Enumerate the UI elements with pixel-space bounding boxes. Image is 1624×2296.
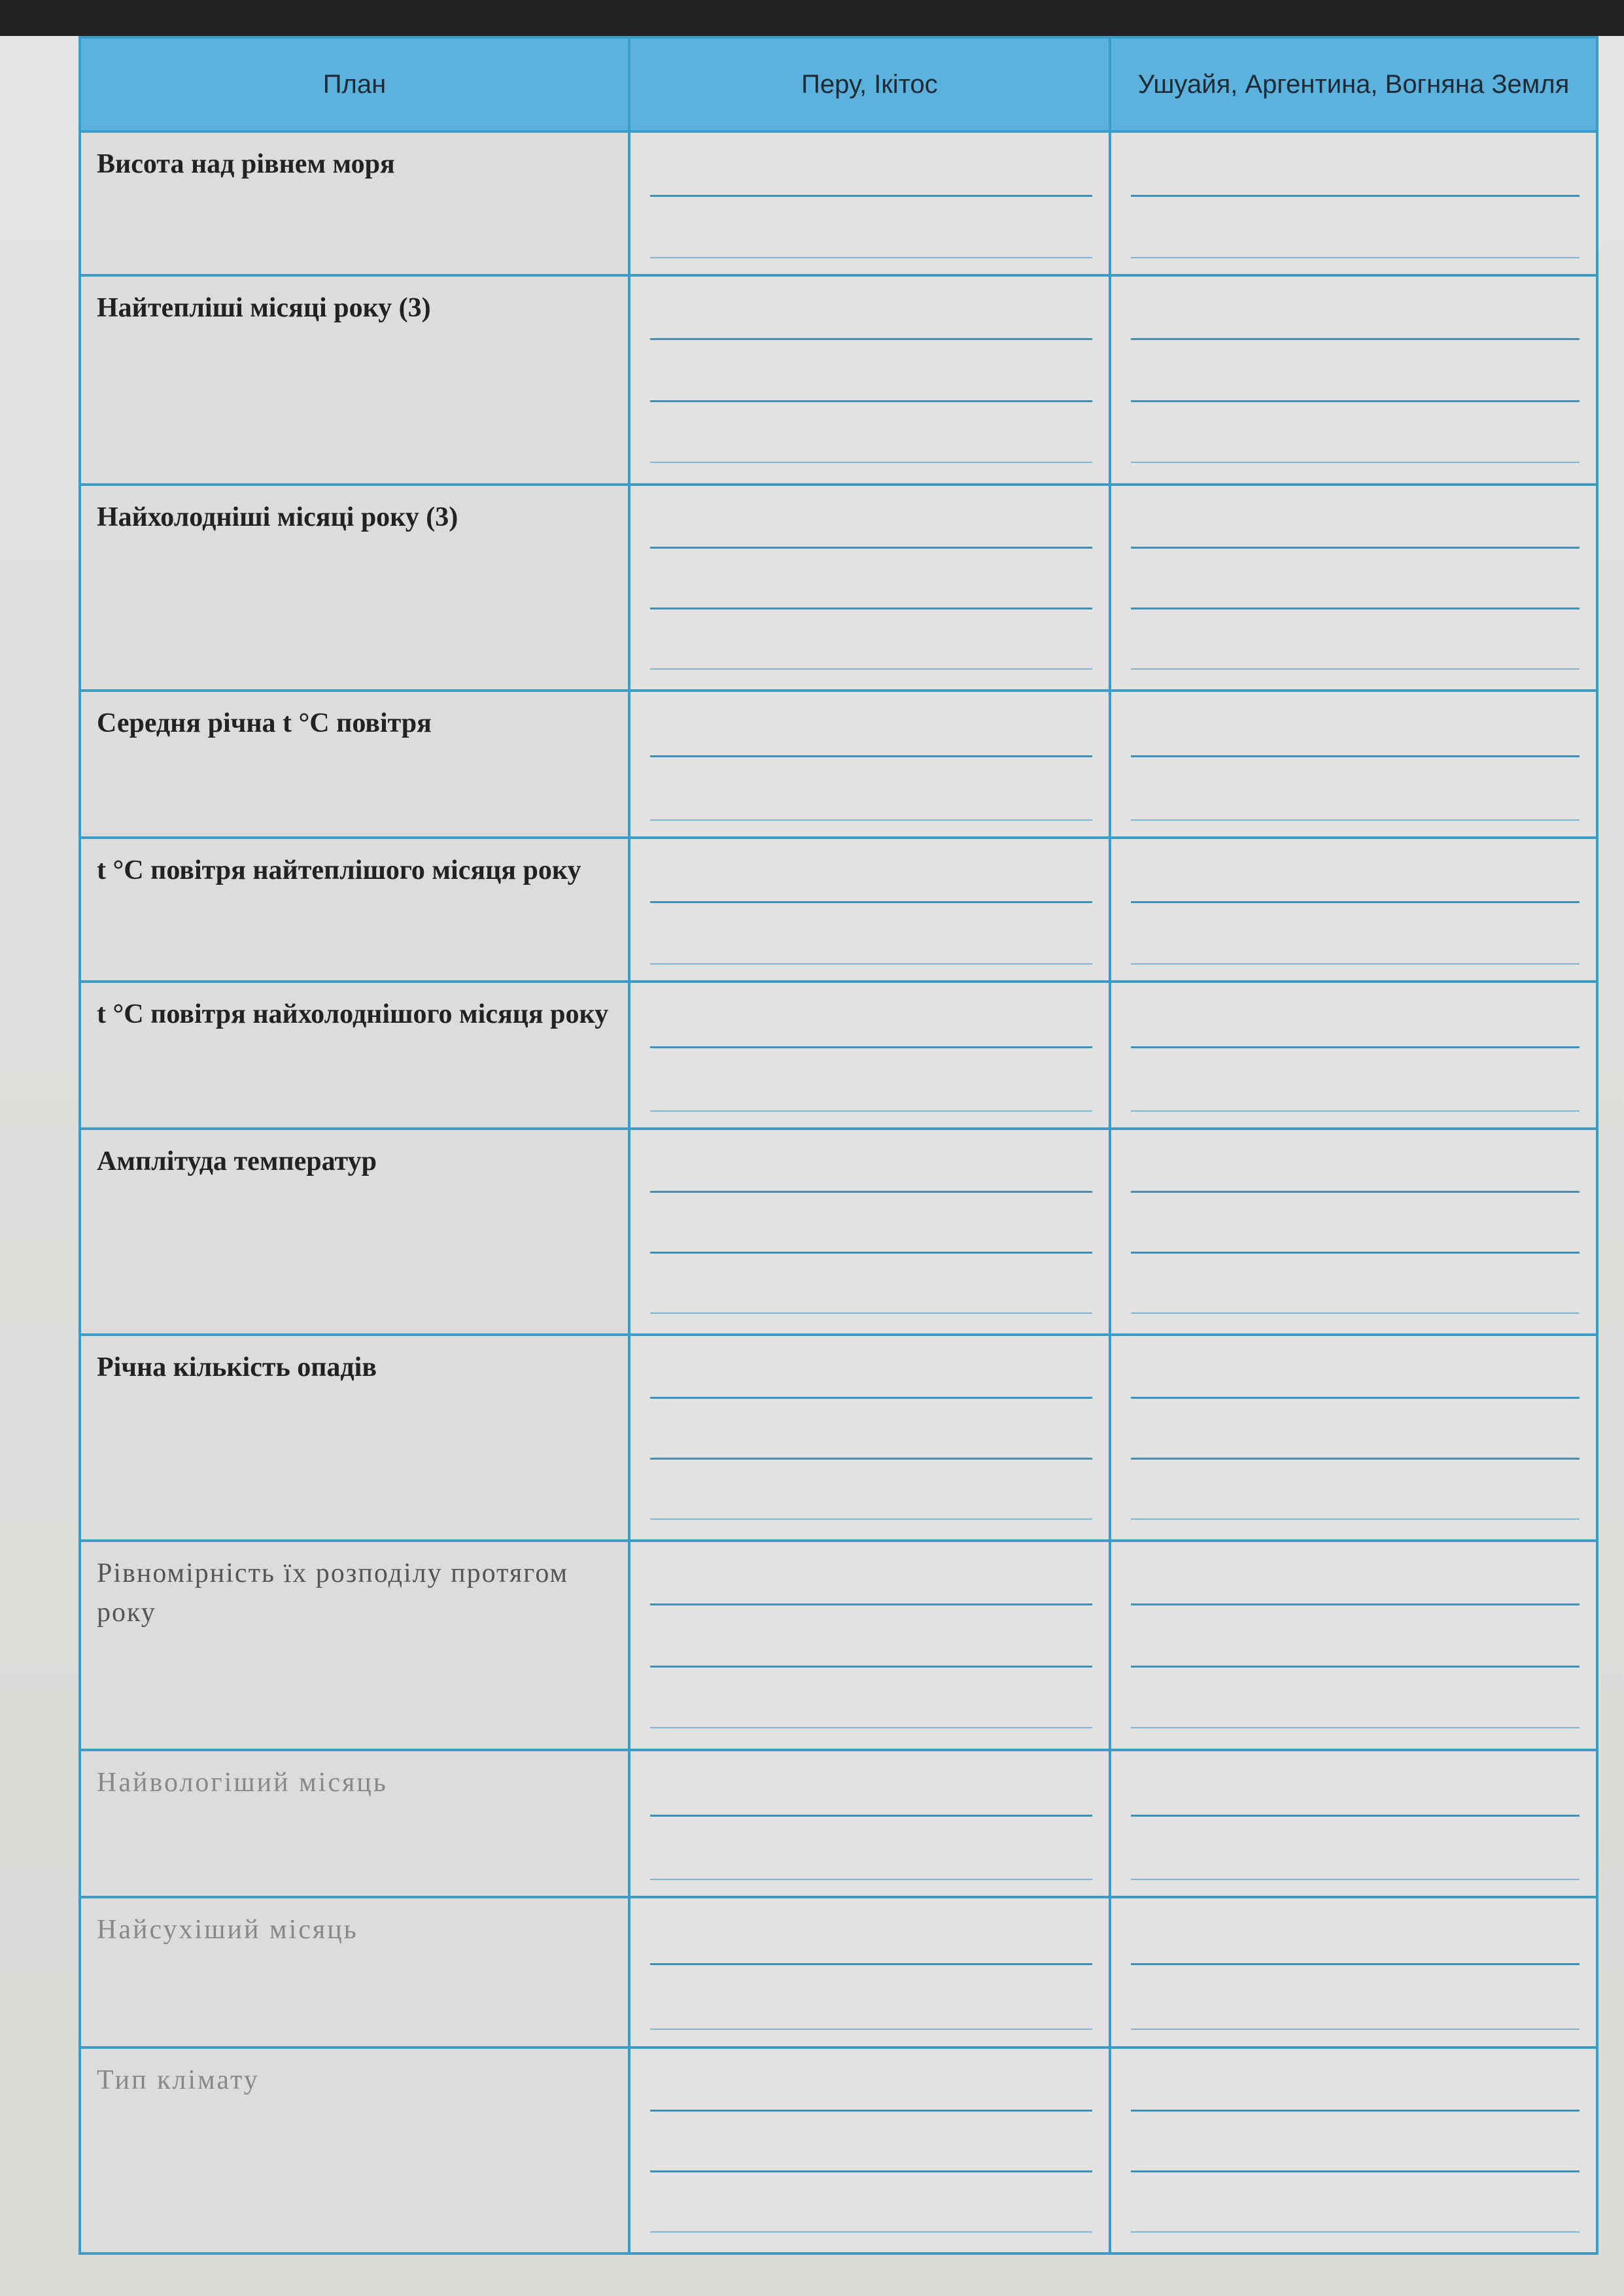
answer-line	[1131, 755, 1580, 757]
answer-line	[650, 1312, 1092, 1314]
answer-cell-peru[interactable]	[629, 838, 1110, 982]
answer-cell-ushuaia[interactable]	[1110, 485, 1597, 691]
answer-line	[1131, 1727, 1580, 1728]
answer-cell-ushuaia[interactable]	[1110, 691, 1597, 838]
answer-line	[1131, 963, 1580, 965]
answer-line	[650, 1963, 1092, 1965]
header-ushuaia: Ушуайя, Аргентина, Вогняна Земля	[1110, 37, 1597, 131]
photo-dark-border	[0, 0, 1624, 39]
answer-line	[1131, 1252, 1580, 1254]
answer-line	[650, 901, 1092, 903]
row-label: Тип клімату	[80, 2048, 629, 2253]
answer-cell-peru[interactable]	[629, 982, 1110, 1129]
answer-line	[650, 195, 1092, 197]
climate-comparison-table	[78, 36, 1598, 2255]
table-row	[80, 485, 1597, 691]
table-row	[80, 1129, 1597, 1335]
table-row	[80, 2048, 1597, 2253]
table-row	[80, 1541, 1597, 1750]
answer-cell-peru[interactable]	[629, 691, 1110, 838]
answer-line	[1131, 547, 1580, 549]
answer-line	[650, 1252, 1092, 1254]
answer-line	[1131, 608, 1580, 609]
answer-line	[650, 1815, 1092, 1817]
header-peru-iquitos: Перу, Ікітос	[629, 37, 1110, 131]
answer-line	[1131, 1603, 1580, 1605]
answer-line	[650, 2231, 1092, 2233]
answer-cell-peru[interactable]	[629, 1129, 1110, 1335]
answer-cell-ushuaia[interactable]	[1110, 1750, 1597, 1897]
answer-line	[650, 755, 1092, 757]
answer-cell-ushuaia[interactable]	[1110, 982, 1597, 1129]
answer-cell-ushuaia[interactable]	[1110, 1335, 1597, 1541]
answer-line	[650, 1458, 1092, 1460]
row-label: Найвологіший місяць	[80, 1750, 629, 1897]
answer-cell-ushuaia[interactable]	[1110, 131, 1597, 275]
answer-line	[650, 462, 1092, 463]
answer-line	[650, 668, 1092, 670]
answer-line	[1131, 1963, 1580, 1965]
table-row	[80, 1897, 1597, 2048]
answer-cell-ushuaia[interactable]	[1110, 1129, 1597, 1335]
answer-line	[650, 547, 1092, 549]
answer-line	[1131, 901, 1580, 903]
answer-cell-ushuaia[interactable]	[1110, 1541, 1597, 1750]
answer-line	[650, 608, 1092, 609]
answer-line	[1131, 2110, 1580, 2112]
answer-line	[1131, 1397, 1580, 1399]
row-label: Найсухіший місяць	[80, 1897, 629, 2048]
answer-line	[650, 963, 1092, 965]
table-row	[80, 691, 1597, 838]
answer-cell-peru[interactable]	[629, 131, 1110, 275]
answer-line	[1131, 819, 1580, 821]
answer-line	[1131, 1815, 1580, 1817]
answer-cell-ushuaia[interactable]	[1110, 1897, 1597, 2048]
answer-line	[650, 819, 1092, 821]
answer-line	[650, 1518, 1092, 1520]
answer-cell-peru[interactable]	[629, 2048, 1110, 2253]
answer-cell-peru[interactable]	[629, 1897, 1110, 2048]
answer-cell-peru[interactable]	[629, 1750, 1110, 1897]
row-label: Висота над рівнем моря	[80, 131, 629, 275]
row-label: Рівномірність їх розподілу протягом року	[80, 1541, 629, 1750]
table-row	[80, 1750, 1597, 1897]
answer-line	[1131, 1046, 1580, 1048]
row-label: Найхолодніші місяці року (3)	[80, 485, 629, 691]
answer-line	[1131, 1110, 1580, 1112]
answer-line	[650, 1727, 1092, 1728]
answer-line	[1131, 1518, 1580, 1520]
answer-line	[1131, 462, 1580, 463]
row-label: Найтепліші місяці року (3)	[80, 275, 629, 485]
answer-line	[650, 338, 1092, 340]
answer-line	[1131, 1191, 1580, 1193]
row-label: Річна кількість опадів	[80, 1335, 629, 1541]
answer-line	[650, 1046, 1092, 1048]
answer-cell-ushuaia[interactable]	[1110, 2048, 1597, 2253]
answer-line	[1131, 1879, 1580, 1880]
answer-line	[1131, 1312, 1580, 1314]
table-row	[80, 275, 1597, 485]
answer-line	[650, 1191, 1092, 1193]
table-row	[80, 131, 1597, 275]
answer-line	[650, 1603, 1092, 1605]
answer-line	[1131, 1666, 1580, 1668]
row-label: t °C повітря найтеплішого місяця року	[80, 838, 629, 982]
answer-line	[1131, 2029, 1580, 2030]
row-label: Амплітуда температур	[80, 1129, 629, 1335]
answer-line	[650, 400, 1092, 402]
table-header-row	[80, 37, 1597, 131]
table-row	[80, 982, 1597, 1129]
answer-cell-ushuaia[interactable]	[1110, 838, 1597, 982]
answer-line	[650, 1666, 1092, 1668]
answer-line	[1131, 2170, 1580, 2172]
answer-cell-peru[interactable]	[629, 1335, 1110, 1541]
table-row	[80, 1335, 1597, 1541]
answer-line	[1131, 400, 1580, 402]
row-label: t °C повітря найхолоднішого місяця року	[80, 982, 629, 1129]
answer-line	[1131, 195, 1580, 197]
answer-line	[1131, 1458, 1580, 1460]
answer-line	[650, 257, 1092, 258]
answer-line	[650, 1879, 1092, 1880]
answer-line	[1131, 257, 1580, 258]
row-label: Середня річна t °C повітря	[80, 691, 629, 838]
answer-cell-peru[interactable]	[629, 1541, 1110, 1750]
answer-cell-ushuaia[interactable]	[1110, 275, 1597, 485]
answer-line	[650, 2110, 1092, 2112]
answer-line	[1131, 668, 1580, 670]
answer-cell-peru[interactable]	[629, 275, 1110, 485]
header-plan: План	[80, 37, 629, 131]
answer-cell-peru[interactable]	[629, 485, 1110, 691]
table-row	[80, 838, 1597, 982]
answer-line	[650, 1110, 1092, 1112]
answer-line	[650, 2029, 1092, 2030]
answer-line	[1131, 2231, 1580, 2233]
answer-line	[650, 1397, 1092, 1399]
answer-line	[650, 2170, 1092, 2172]
answer-line	[1131, 338, 1580, 340]
